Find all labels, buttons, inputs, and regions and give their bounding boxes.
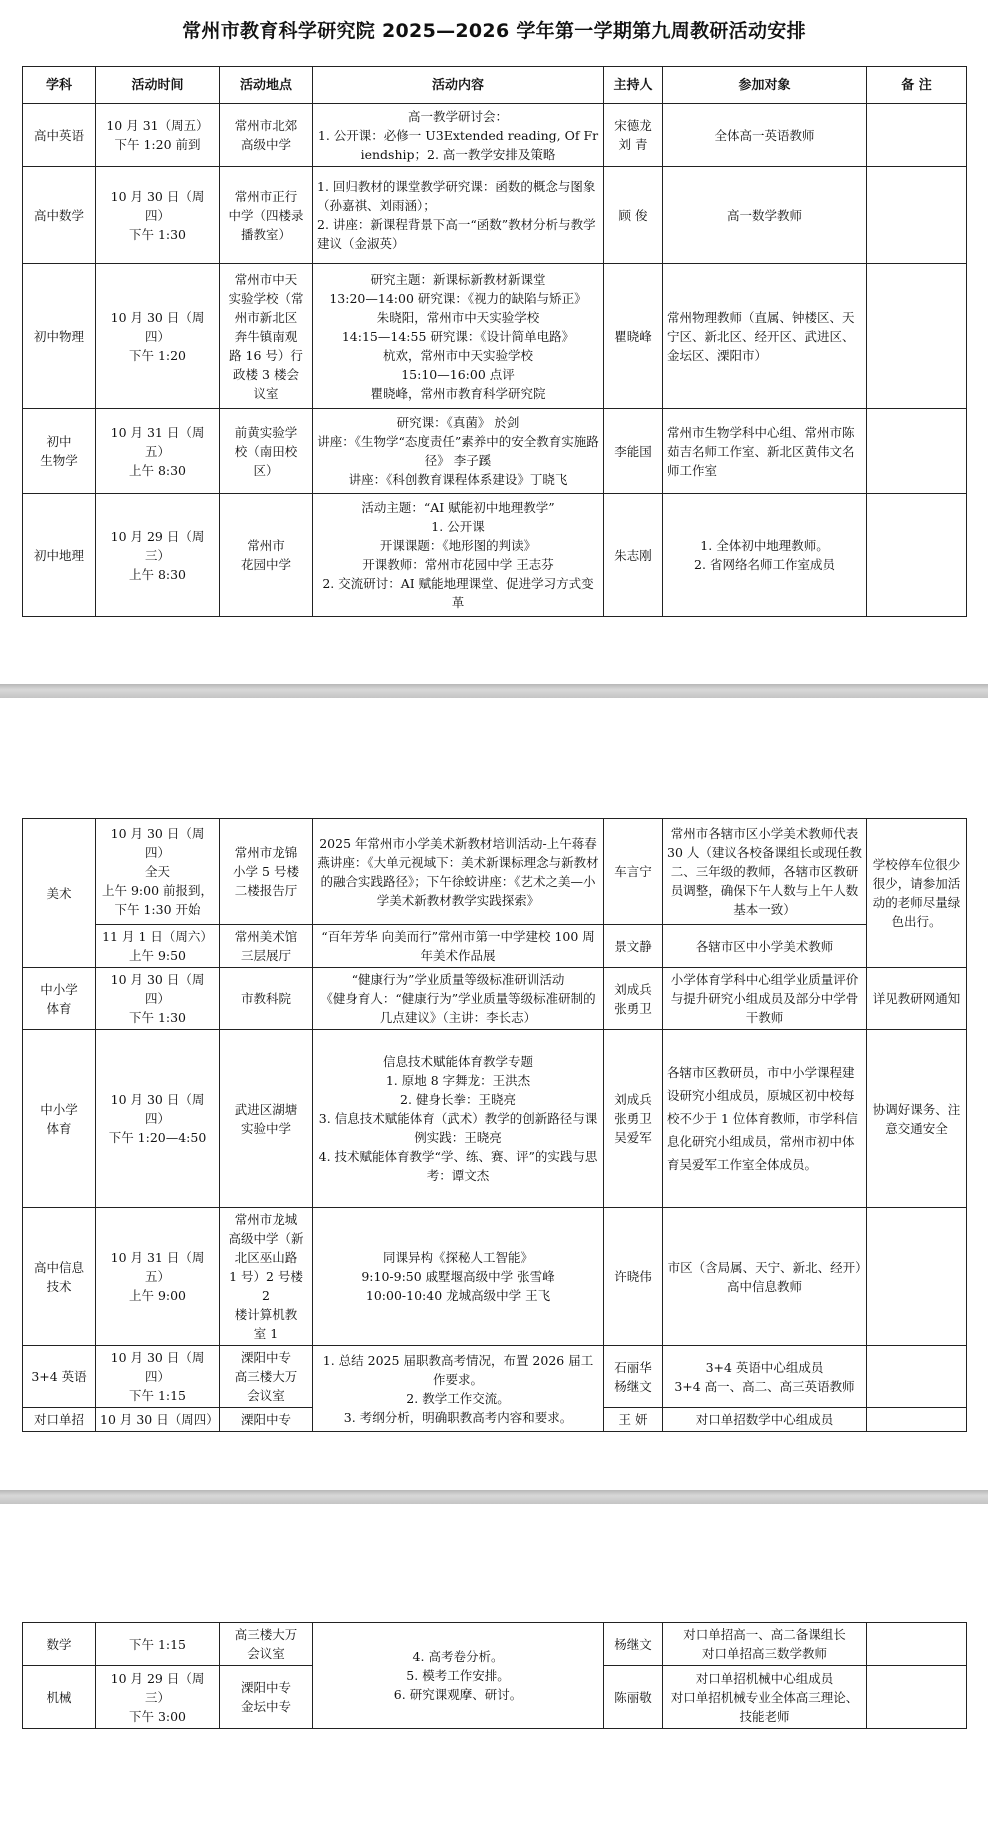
cell-host: 景文静 [604,925,663,968]
cell-subject: 机械 [23,1666,96,1729]
cell-host: 车言宁 [604,819,663,925]
cell-time: 10 月 29 日（周三） 上午 8:30 [96,494,220,617]
cell-content: 高一教学研讨会： 1. 公开课：必修一 U3Extended reading, Of Friendship；2. 高一教学安排及策略 [313,104,604,167]
cell-content: 1. 回归教材的课堂教学研究课：函数的概念与图象（孙嘉祺、刘雨涵）； 2. 讲座：新课程背景下高一“函数”教材分析与教学建议（金淑英） [313,167,604,264]
header-content: 活动内容 [313,67,604,104]
cell-host: 刘成兵 张勇卫 [604,968,663,1030]
cell-note [867,1623,967,1666]
cell-place: 常州市龙城 高级中学（新 北区巫山路 1 号）2 号楼 2 楼计算机教 室 1 [220,1208,313,1346]
cell-host: 杨继文 [604,1623,663,1666]
cell-place: 常州市北郊 高级中学 [220,104,313,167]
table-row [23,819,967,925]
cell-audience: 对口单招机械中心组成员 对口单招机械专业全体高三理论、技能老师 [663,1666,867,1729]
schedule-table-2 [22,818,967,1432]
cell-content: “健康行为”学业质量等级标准研训活动 《健身育人：“健康行为”学业质量等级标准研制的几点建议》（主讲：李长志） [313,968,604,1030]
cell-time: 10 月 30 日（周四） 下午 1:20—4:50 [96,1030,220,1208]
cell-place: 前黄实验学 校（南田校 区） [220,409,313,494]
cell-time: 10 月 31 日（周五） 上午 8:30 [96,409,220,494]
cell-content: 4. 高考卷分析。 5. 模考工作安排。 6. 研究课观摩、研讨。 [313,1623,604,1729]
cell-note: 协调好课务、注意交通安全 [867,1030,967,1208]
cell-place: 常州市正行 中学（四楼录 播教室） [220,167,313,264]
page-break [0,684,988,698]
schedule-table-3 [22,1622,967,1729]
cell-place: 市教科院 [220,968,313,1030]
cell-place: 溧阳中专 高三楼大万 会议室 [220,1346,313,1408]
cell-content: 研究主题：新课标新教材新课堂 13:20—14:00 研究课：《视力的缺陷与矫正》 朱晓阳，常州市中天实验学校 14:15—14:55 研究课：《设计简单电路》 杭欢，常州市中天实验学校 15:10—16:00 点评 瞿晓峰，常州市教育科学研究院 [313,264,604,409]
cell-audience: 常州市各辖市区小学美术教师代表 30 人（建议各校备课组长或现任教二、三年级的教师，各辖市区教研员调整，确保下午人数与上午人数基本一致） [663,819,867,925]
cell-audience: 全体高一英语教师 [663,104,867,167]
table-row [23,1623,967,1666]
header-place: 活动地点 [220,67,313,104]
cell-time: 10 月 30 日（周四） 下午 1:30 [96,968,220,1030]
header-audience: 参加对象 [663,67,867,104]
cell-note [867,264,967,409]
page-break [0,1490,988,1504]
table-row [23,494,967,617]
cell-audience: 对口单招数学中心组成员 [663,1408,867,1432]
cell-note [867,1346,967,1408]
cell-host: 刘成兵 张勇卫 吴爱军 [604,1030,663,1208]
cell-time: 10 月 30 日（周四） 下午 1:30 [96,167,220,264]
cell-content: 同课异构《探秘人工智能》 9:10-9:50 戚墅堰高级中学 张雪峰 10:00-10:40 龙城高级中学 王飞 [313,1208,604,1346]
table-row [23,1208,967,1346]
cell-time: 10 月 30 日（周四） [96,1408,220,1432]
cell-time: 10 月 30 日（周四） 下午 1:20 [96,264,220,409]
cell-content: 2025 年常州市小学美术新教材培训活动-上午蒋春燕讲座：《大单元视域下：美术新课标理念与新教材的融合实践路径》；下午徐蛟讲座：《艺术之美—小学美术新教材教学实践探索》 [313,819,604,925]
cell-time: 10 月 29 日（周三） 下午 3:00 [96,1666,220,1729]
cell-host: 宋德龙 刘 青 [604,104,663,167]
cell-audience: 各辖市区中小学美术教师 [663,925,867,968]
cell-host: 瞿晓峰 [604,264,663,409]
cell-place: 溧阳中专 金坛中专 [220,1666,313,1729]
cell-place: 常州美术馆 三层展厅 [220,925,313,968]
header-time: 活动时间 [96,67,220,104]
cell-note [867,1666,967,1729]
schedule-table-1 [22,66,967,617]
cell-note [867,167,967,264]
cell-time: 下午 1:15 [96,1623,220,1666]
cell-content: 活动主题：“AI 赋能初中地理教学” 1. 公开课 开课课题：《地形图的判读》 开课教师：常州市花园中学 王志芬 2. 交流研讨：AI 赋能地理课堂、促进学习方式变革 [313,494,604,617]
cell-note [867,494,967,617]
cell-note [867,409,967,494]
cell-audience: 市区（含局属、天宁、新北、经开）高中信息教师 [663,1208,867,1346]
cell-subject: 初中 生物学 [23,409,96,494]
cell-subject: 初中物理 [23,264,96,409]
table-row [23,1346,967,1408]
cell-audience: 常州市生物学科中心组、常州市陈茹吉名师工作室、新北区黄伟文名师工作室 [663,409,867,494]
cell-time: 11 月 1 日（周六） 上午 9:50 [96,925,220,968]
cell-audience: 常州物理教师（直属、钟楼区、天宁区、新北区、经开区、武进区、金坛区、溧阳市） [663,264,867,409]
cell-content: 1. 总结 2025 届职教高考情况，布置 2026 届工作要求。 2. 教学工作交流。 3. 考纲分析，明确职教高考内容和要求。 [313,1346,604,1432]
page-title: 常州市教育科学研究院 2025—2026 学年第一学期第九周教研活动安排 [182,20,806,42]
cell-subject: 数学 [23,1623,96,1666]
cell-note [867,1208,967,1346]
cell-audience: 小学体育学科中心组学业质量评价与提升研究小组成员及部分中学骨干教师 [663,968,867,1030]
cell-note [867,1408,967,1432]
table-row [23,409,967,494]
cell-content: 信息技术赋能体育教学专题 1. 原地 8 字舞龙：王洪杰 2. 健身长拳：王晓亮 3. 信息技术赋能体育（武术）教学的创新路径与课例实践：王晓亮 4. 技术赋能体育教学“学、练、赛、评”的实践与思考：谭文杰 [313,1030,604,1208]
cell-place: 溧阳中专 [220,1408,313,1432]
cell-host: 石丽华 杨继文 [604,1346,663,1408]
cell-subject: 中小学 体育 [23,1030,96,1208]
cell-note: 学校停车位很少很少，请参加活动的老师尽量绿色出行。 [867,819,967,968]
header-row [23,67,967,104]
cell-host: 陈丽敬 [604,1666,663,1729]
cell-audience: 1. 全体初中地理教师。 2. 省网络名师工作室成员 [663,494,867,617]
table-row [23,1030,967,1208]
cell-subject: 高中数学 [23,167,96,264]
cell-note [867,104,967,167]
cell-subject: 3+4 英语 [23,1346,96,1408]
cell-place: 高三楼大万 会议室 [220,1623,313,1666]
cell-place: 常州市中天 实验学校（常 州市新北区 奔牛镇南观 路 16 号）行 政楼 3 楼会 议室 [220,264,313,409]
table-row [23,264,967,409]
cell-host: 李能国 [604,409,663,494]
cell-content: “百年芳华 向美而行”常州市第一中学建校 100 周年美术作品展 [313,925,604,968]
cell-subject: 对口单招 [23,1408,96,1432]
cell-time: 10 月 30 日（周四） 下午 1:15 [96,1346,220,1408]
header-host: 主持人 [604,67,663,104]
table-row [23,925,967,968]
cell-time: 10 月 31 日（周五） 上午 9:00 [96,1208,220,1346]
table-row [23,104,967,167]
cell-place: 常州市龙锦 小学 5 号楼 二楼报告厅 [220,819,313,925]
cell-note: 详见教研网通知 [867,968,967,1030]
cell-place: 常州市 花园中学 [220,494,313,617]
cell-audience: 3+4 英语中心组成员 3+4 高一、高二、高三英语教师 [663,1346,867,1408]
cell-audience: 各辖市区教研员，市中小学课程建设研究小组成员，原城区初中校每校不少于 1 位体育教师，市学科信息化研究小组成员，常州市初中体育吴爱军工作室全体成员。 [663,1030,867,1208]
cell-subject: 高中信息 技术 [23,1208,96,1346]
cell-subject: 美术 [23,819,96,968]
cell-host: 朱志刚 [604,494,663,617]
header-subject: 学科 [23,67,96,104]
cell-time: 10 月 30 日（周四） 全天 上午 9:00 前报到， 下午 1:30 开始 [96,819,220,925]
table-row [23,167,967,264]
cell-host: 许晓伟 [604,1208,663,1346]
cell-time: 10 月 31（周五） 下午 1:20 前到 [96,104,220,167]
cell-audience: 对口单招高一、高二备课组长 对口单招高三数学教师 [663,1623,867,1666]
cell-host: 顾 俊 [604,167,663,264]
cell-place: 武进区湖塘 实验中学 [220,1030,313,1208]
cell-subject: 高中英语 [23,104,96,167]
cell-subject: 中小学 体育 [23,968,96,1030]
cell-audience: 高一数学教师 [663,167,867,264]
table-row [23,968,967,1030]
cell-content: 研究课：《真菌》 於剑 讲座：《生物学“态度责任”素养中的安全教育实施路径》 李子蹊 讲座：《科创教育课程体系建设》丁晓飞 [313,409,604,494]
cell-host: 王 妍 [604,1408,663,1432]
header-note: 备 注 [867,67,967,104]
cell-subject: 初中地理 [23,494,96,617]
